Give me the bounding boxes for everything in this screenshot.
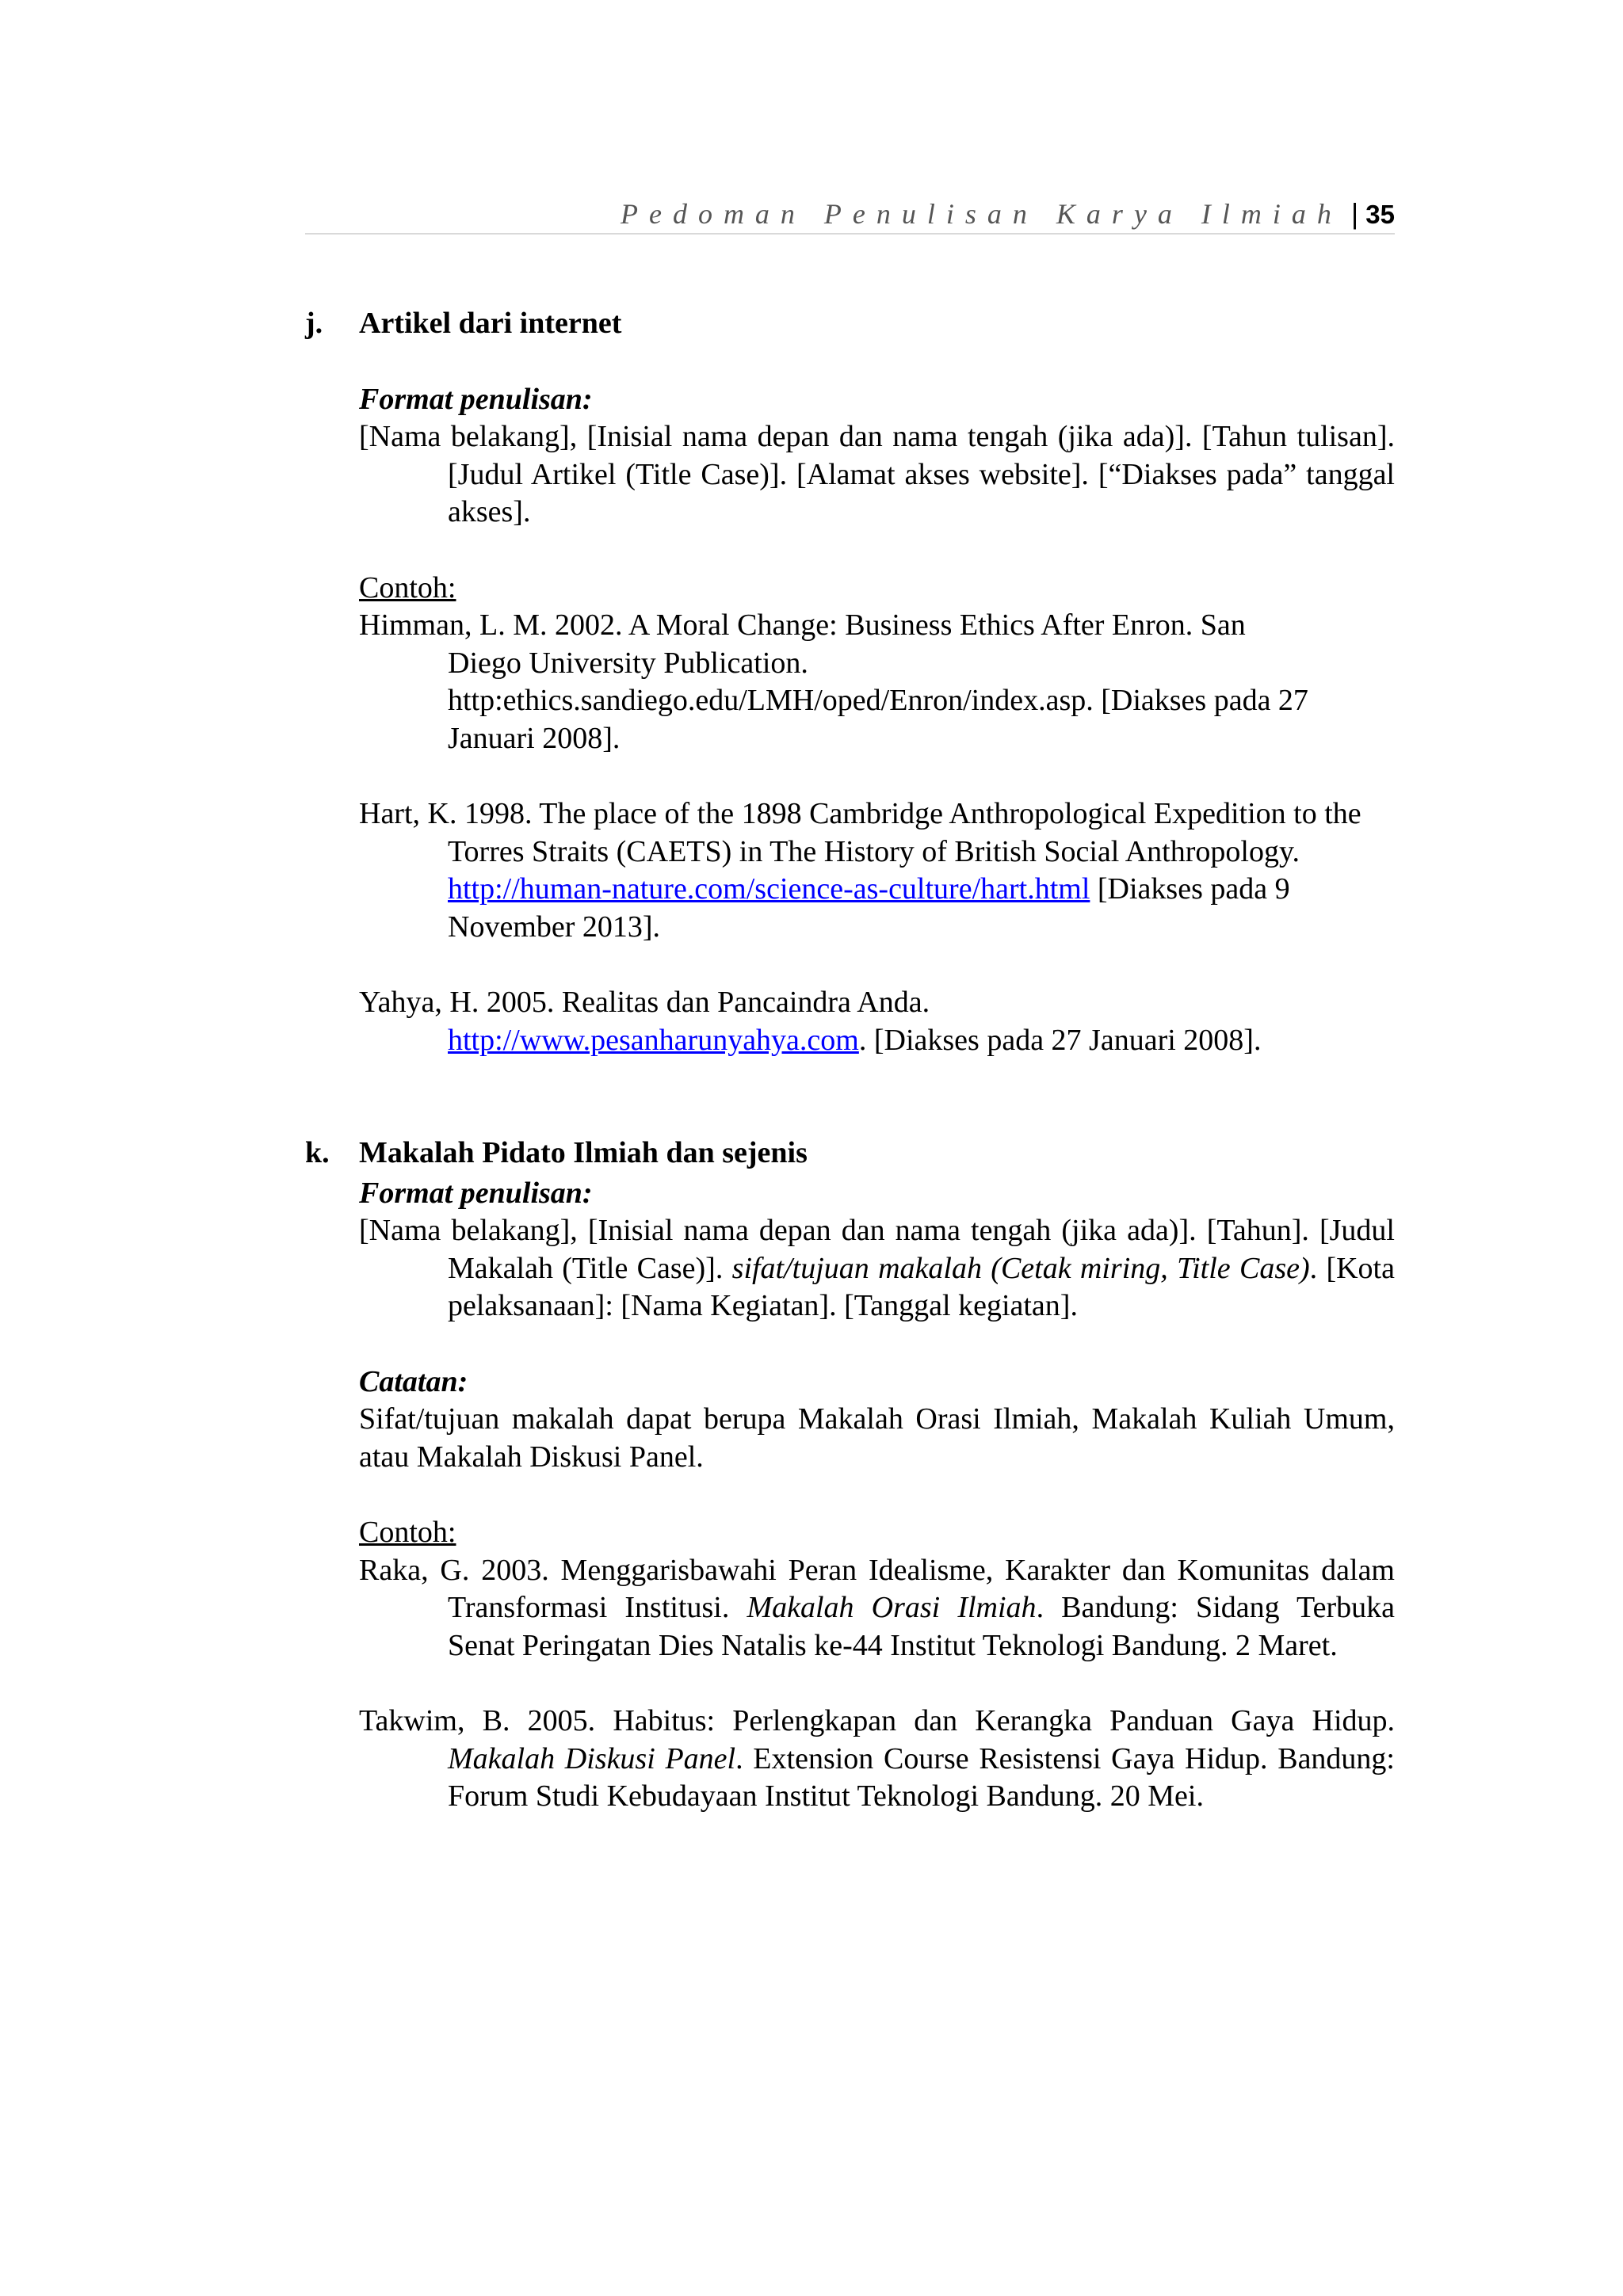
section-j-heading	[305, 305, 1395, 343]
section-k-title: Makalah Pidato Ilmiah dan sejenis	[359, 1136, 808, 1169]
section-k-reference-raka: Raka, G. 2003. Menggarisbawahi Peran Idealisme, Karakter dan Komunitas dalam Transformasi Institusi. Makalah Orasi Ilmiah. Bandung: Sidang Terbuka Senat Peringatan Dies Natalis ke-44 Institut Teknologi Bandung. 2 Maret.	[359, 1553, 1395, 1662]
page-header	[305, 195, 1395, 235]
section-k-format-text: [Nama belakang], [Inisial nama depan dan nama tengah (jika ada)]. [Tahun]. [Judul Makalah (Title Case)]. sifat/tujuan makalah (Cetak miring, Title Case). [Kota pelaksanaan]: [Nama Kegiatan]. [Tanggal kegiatan].	[359, 1214, 1395, 1322]
header-title: Pedoman Penulisan Karya Ilmiah	[620, 198, 1342, 230]
section-k-reference-takwim: Takwim, B. 2005. Habitus: Perlengkapan dan Kerangka Panduan Gaya Hidup. Makalah Diskusi Panel. Extension Course Resistensi Gaya Hidup. Bandung: Forum Studi Kebudayaan Institut Teknologi Bandung. 20 Mei.	[359, 1704, 1395, 1813]
section-j-reference-hart: Hart, K. 1998. The place of the 1898 Cambridge Anthropological Expedition to the Torres Straits (CAETS) in The History of British Social Anthropology. http://human-nature.com/science-as-culture/hart.html [Diakses pada 9 November 2013].	[359, 797, 1361, 944]
section-j-marker: j.	[305, 307, 323, 340]
section-j-reference-yahya: Yahya, H. 2005. Realitas dan Pancaindra Anda. http://www.pesanharunyahya.com. [Diakses pada 27 Januari 2008].	[359, 986, 1262, 1057]
section-j-format-label: Format penulisan:	[359, 382, 593, 416]
section-j-format-text: [Nama belakang], [Inisial nama depan dan nama tengah (jika ada)]. [Tahun tulisan]. [Judul Artikel (Title Case)]. [Alamat akses website]. [“Diakses pada” tanggal akses].	[359, 420, 1395, 528]
page-number: 35	[1365, 200, 1395, 229]
yahya-link[interactable]: http://www.pesanharunyahya.com	[448, 1023, 859, 1057]
section-j-reference-himman: Himman, L. M. 2002. A Moral Change: Business Ethics After Enron. San Diego University Publication. http:ethics.sandiego.edu/LMH/oped/Enron/index.asp. [Diakses pada 27 Januari 2008].	[359, 608, 1308, 755]
section-k-heading	[305, 1135, 1395, 1173]
section-j-example-label: Contoh:	[359, 570, 456, 605]
section-k-note-label: Catatan:	[359, 1364, 468, 1398]
hart-link[interactable]: http://human-nature.com/science-as-culture/hart.html	[448, 872, 1090, 906]
page-content	[305, 305, 1395, 1816]
section-k-example-label: Contoh:	[359, 1516, 456, 1549]
section-k-marker: k.	[305, 1136, 330, 1169]
section-j-title: Artikel dari internet	[359, 307, 622, 340]
section-k-note-text: Sifat/tujuan makalah dapat berupa Makalah Orasi Ilmiah, Makalah Kuliah Umum, atau Makalah Diskusi Panel.	[359, 1402, 1395, 1474]
section-k-format-label: Format penulisan:	[359, 1176, 593, 1210]
header-separator: |	[1350, 197, 1359, 230]
